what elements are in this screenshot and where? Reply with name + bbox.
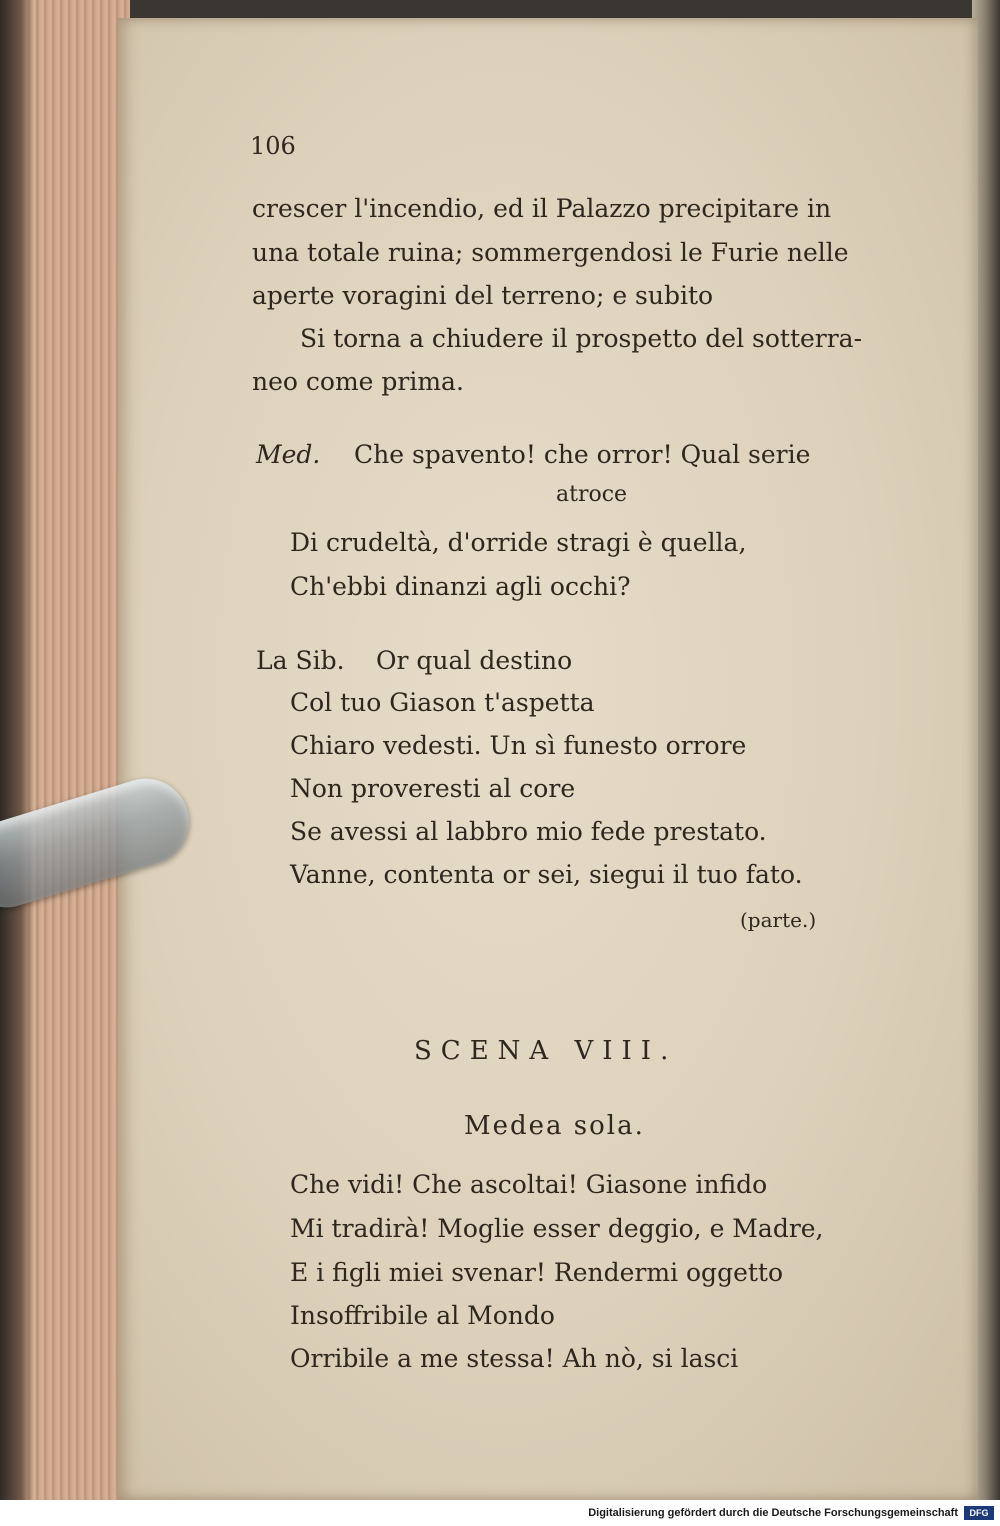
speaker-label-medea: Med. (256, 440, 321, 469)
stage-direction: (parte.) (740, 908, 817, 932)
verse-line: Or qual destino (376, 646, 573, 675)
verse-line: Di crudeltà, d'orride stragi è quella, (290, 528, 747, 557)
page-number: 106 (250, 132, 296, 160)
verse-line: Chiaro vedesti. Un sì funesto orrore (290, 731, 747, 760)
footer-credit: Digitalisierung gefördert durch die Deutsche Forschungsgemeinschaft (588, 1507, 958, 1519)
scene-heading: SCENA VIII. (414, 1036, 678, 1066)
verse-line: Insoffribile al Mondo (290, 1301, 555, 1330)
verse-line: Non proveresti al core (290, 774, 576, 803)
verse-line: Se avessi al labbro mio fede prestato. (290, 817, 767, 846)
verse-line: E i figli miei svenar! Rendermi oggetto (290, 1258, 784, 1287)
edge-shadow (0, 0, 34, 1500)
prose-line: aperte voragini del terreno; e subito (252, 281, 714, 310)
verse-line: Che spavento! che orror! Qual serie (354, 440, 811, 469)
verse-line: Mi tradirà! Moglie esser deggio, e Madre, (290, 1214, 824, 1243)
speaker-label-sibilla: La Sib. (256, 646, 345, 675)
verse-line: Ch'ebbi dinanzi agli occhi? (290, 572, 631, 601)
verse-line: Col tuo Giason t'aspetta (290, 688, 595, 717)
footer-bar (0, 1500, 1000, 1526)
verse-line: atroce (556, 482, 628, 507)
verse-line: Che vidi! Che ascoltai! Giasone infido (290, 1170, 768, 1199)
prose-line: Si torna a chiudere il prospetto del sotterra- (300, 324, 863, 353)
dfg-logo: DFG (964, 1506, 994, 1520)
verse-line: Orribile a me stessa! Ah nò, si lasci (290, 1344, 739, 1373)
prose-line: crescer l'incendio, ed il Palazzo precipitare in (252, 194, 832, 223)
scene-subheading: Medea sola. (464, 1111, 645, 1141)
verse-line: Vanne, contenta or sei, siegui il tuo fato. (290, 860, 803, 889)
prose-line: una totale ruina; sommergendosi le Furie nelle (252, 238, 849, 267)
prose-line: neo come prima. (252, 367, 464, 396)
